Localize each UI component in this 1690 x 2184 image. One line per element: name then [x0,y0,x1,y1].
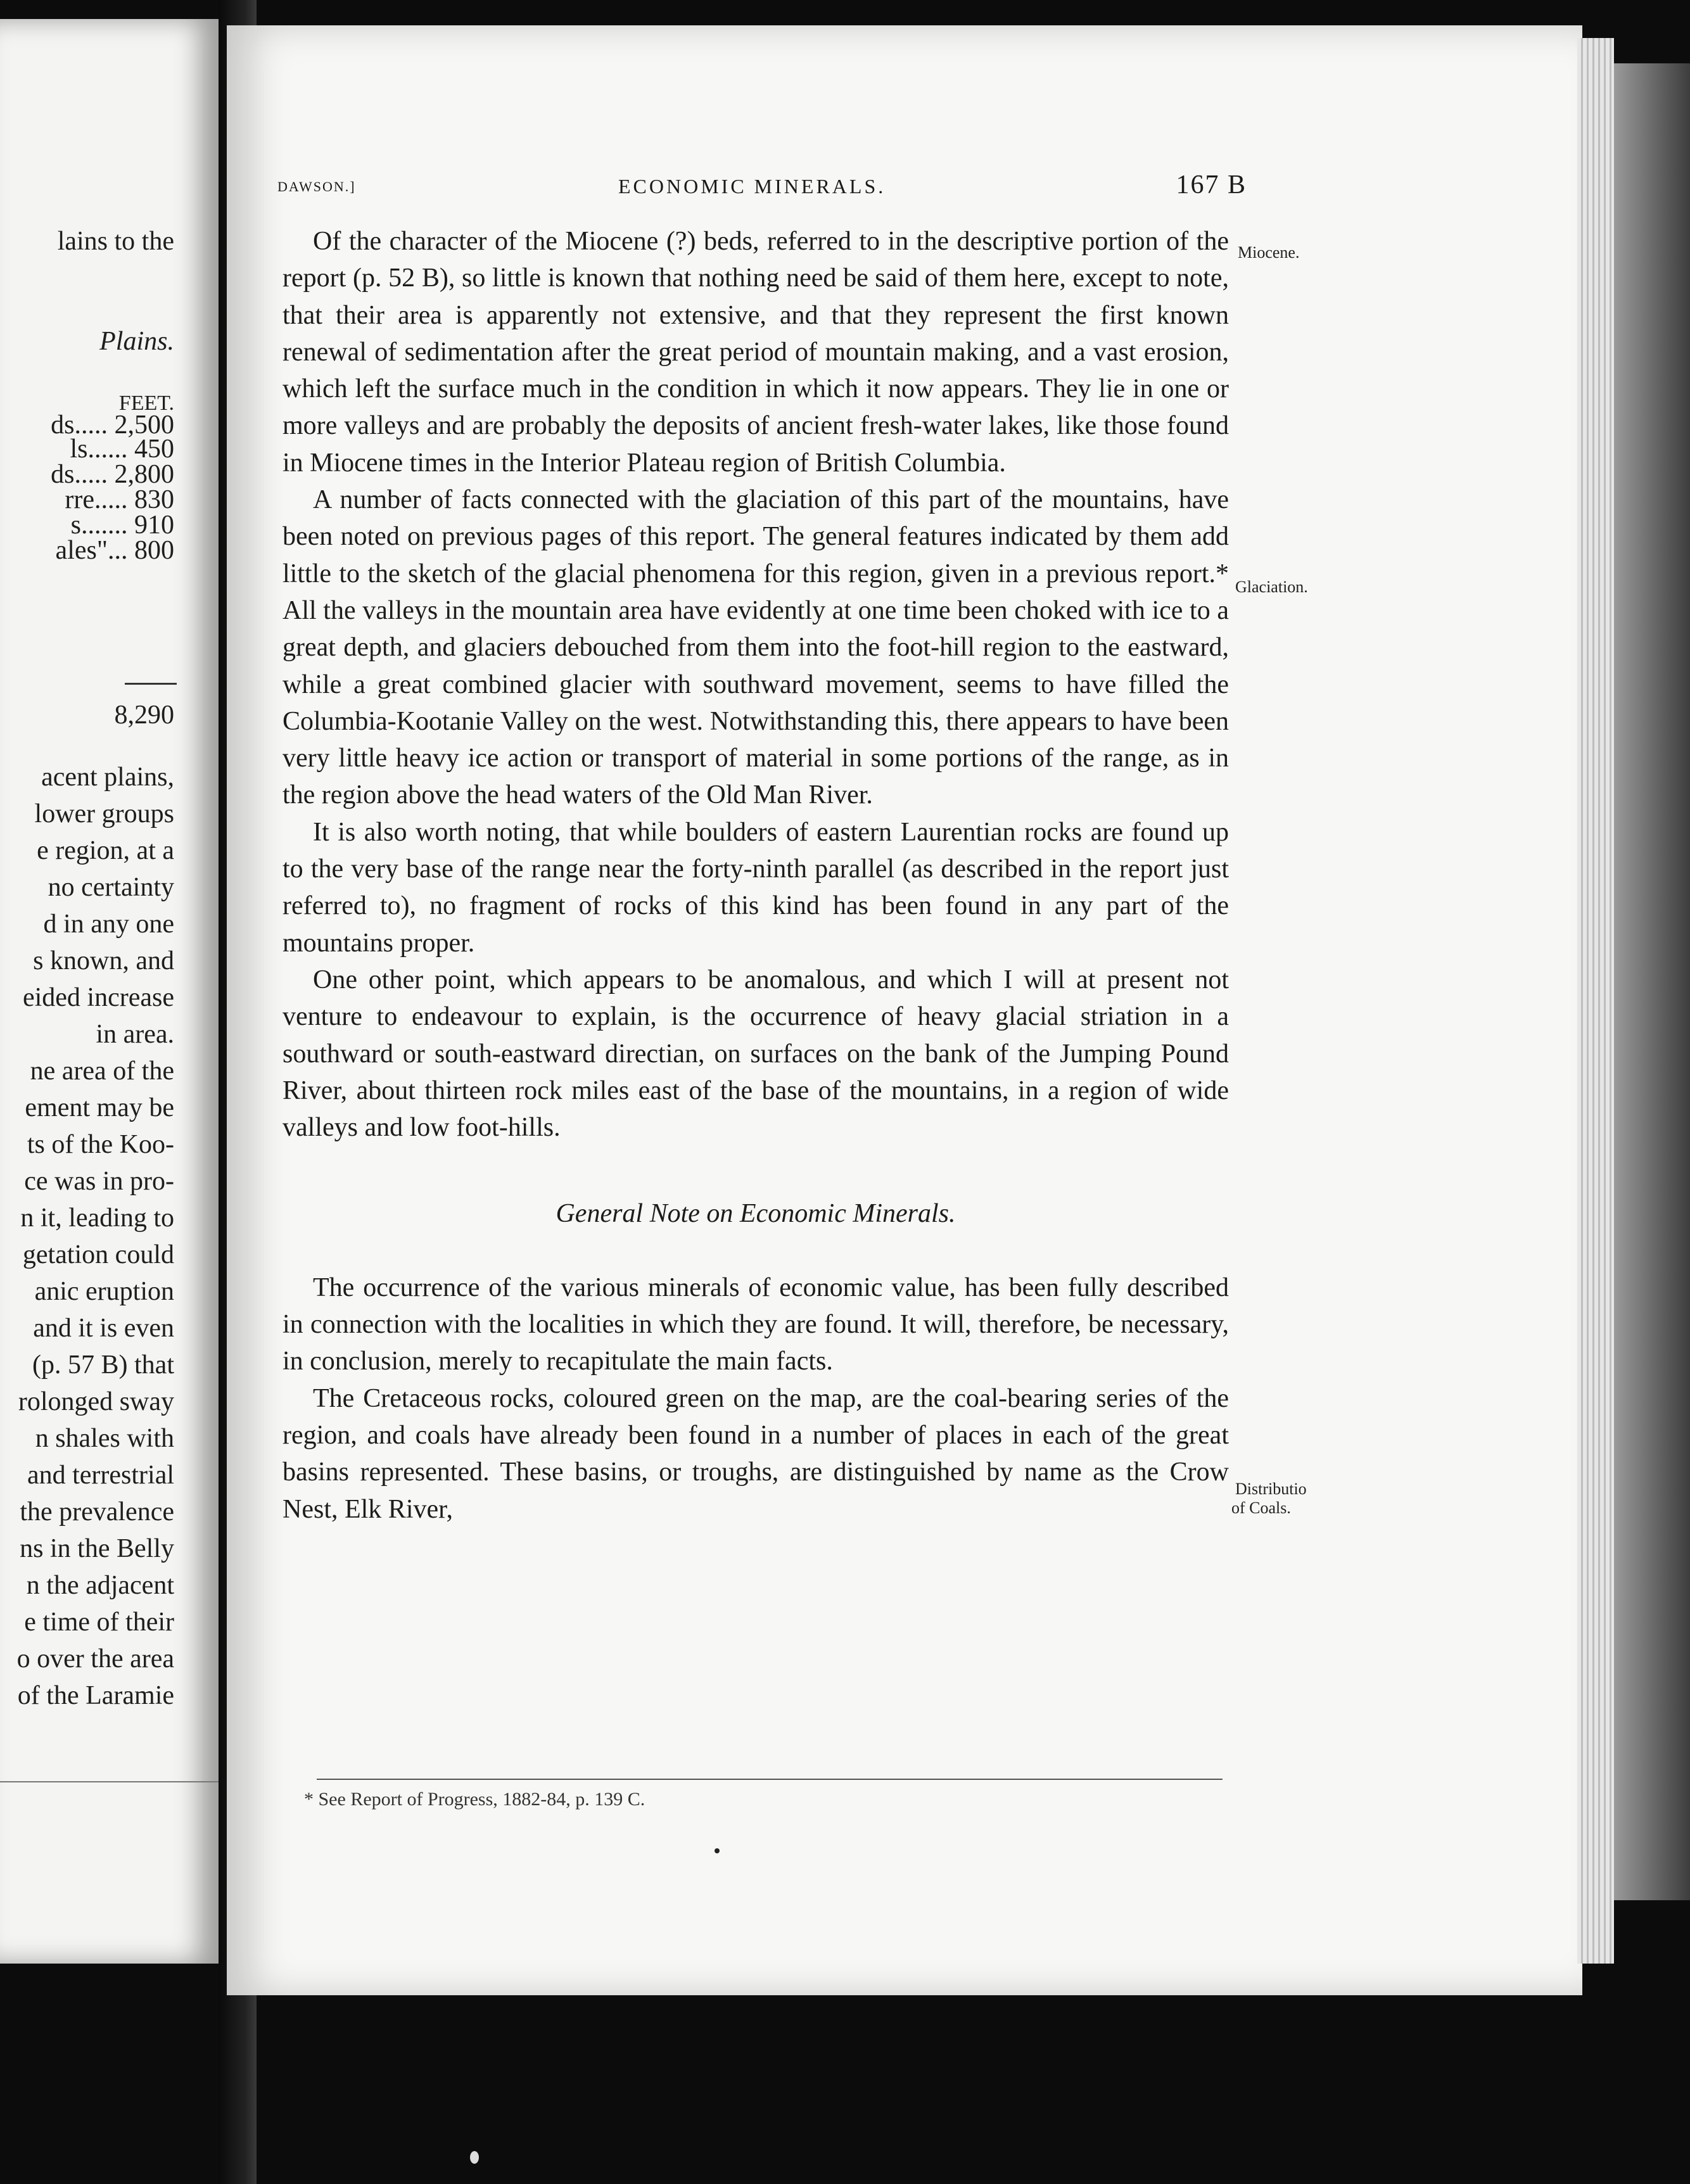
running-header [277,170,1247,205]
paragraph: It is also worth noting, that while boulders of eastern Laurentian rocks are found up to the very base of the range near the forty-ninth parallel (as described in the report just referred to), no fragment of rocks of this kind has been found in any part of the mountains proper. [283,817,1229,958]
page-number: 167 B [1176,170,1247,200]
paragraph: Of the character of the Miocene (?) beds, referred to in the descriptive portion of the report (p. 52 B), so little is known that nothing need be said of them here, except to note, that their area is apparently not extensive, and that they represent the first known renewal of sedimentation after the great period of mountain making, and a vast erosion, which left the surface much in the condition in which it now appears. They lie in one or more valleys and are probably the deposits of ancient fresh-water lakes, like those found in Miocene times in the Interior Plateau region of British Columbia. [283,227,1229,478]
left-line: ds..... 2,800 [51,460,174,489]
footnote: * See Report of Progress, 1882-84, p. 139 C. [304,1789,645,1810]
sidenote-coals: of Coals. [1231,1499,1291,1517]
sidenote-miocene: Miocene. [1238,243,1300,262]
paragraph: One other point, which appears to be anomalous, and which I will at present not venture to endeavour to explain, is the occurrence of heavy glacial striation in a southward or south-eastward directian, on surfaces on the bank of the Jumping Pound River, about thirteen rock miles east of the base of the mountains, in a region of wide valleys and low foot-hills. [283,965,1229,1143]
left-line: ement may be [25,1093,174,1122]
left-line: ce was in pro- [24,1167,174,1196]
left-line: and it is even [33,1314,174,1343]
left-line: s....... 910 [70,511,174,540]
left-line: acent plains, [41,763,174,792]
ink-speck [470,2151,479,2164]
left-line: n it, leading to [20,1203,174,1233]
left-line: 8,290 [114,701,174,730]
footnote-rule [317,1779,1223,1780]
page-edges [1577,38,1614,1964]
paragraph: The occurrence of the various minerals of economic value, has been fully described in connection with the localities in which they are found. It will, therefore, be necessary, in conclusion, merely to recapitulate the main facts. [283,1273,1229,1376]
left-line: n shales with [35,1424,174,1453]
left-line: getation could [22,1240,174,1269]
left-line: (p. 57 B) that [32,1350,174,1380]
body-text [283,223,1229,1528]
book-block-edge [1614,63,1690,1900]
header-title: ECONOMIC MINERALS. [618,175,886,198]
left-line: Plains. [99,327,174,356]
sum-rule [125,683,177,685]
left-line: o over the area [16,1644,174,1673]
left-line: lower groups [34,799,174,829]
header-author: DAWSON.] [277,179,356,194]
left-line: the prevalence [20,1497,174,1527]
left-line: of the Laramie [17,1681,174,1710]
paragraph: A number of facts connected with the glaciation of this part of the mountains, have been noted on previous pages of this report. The general features indicated by them add little to the sketch of the glacial phenomena for this region, given in a previous report.* All the valleys in the mountain area have evidently at one time been choked with ice to a great depth, and glaciers debouched from them into the foot-hill region to the eastward, while a great combined glacier with southward movement, seems to have filled the Columbia-Kootanie Valley on the west. Notwithstanding this, there appears to have been very little heavy ice action or transport of material in some portions of the range, as in the region above the head waters of the Old Man River. [283,485,1229,810]
sidenote-distribution: Distributio [1235,1480,1307,1498]
left-line: lains to the [57,227,174,256]
left-line: ts of the Koo- [27,1130,174,1159]
left-line: ales"... 800 [55,536,174,565]
left-line: in area. [96,1020,174,1049]
left-line: rolonged sway [18,1387,174,1416]
left-line: and terrestrial [27,1461,174,1490]
ink-speck [715,1848,720,1853]
left-line: anic eruption [34,1277,174,1306]
left-line: ns in the Belly [20,1534,174,1563]
left-line: eided increase [22,983,174,1012]
left-line: rre..... 830 [65,485,174,514]
left-line: s known, and [33,946,174,975]
sidenote-glaciation: Glaciation. [1235,578,1308,596]
left-line: e region, at a [37,836,174,865]
left-page [0,19,219,1964]
left-line: ne area of the [30,1057,174,1086]
left-line: d in any one [43,910,174,939]
left-page-rule [0,1781,219,1782]
section-heading: General Note on Economic Minerals. [556,1199,956,1229]
left-line: ds..... 2,500 [51,410,174,440]
left-line: n the adjacent [26,1571,174,1600]
left-line: e time of their [24,1608,174,1637]
left-line: ls...... 450 [70,435,174,464]
left-line: FEET. [118,391,174,415]
left-line: no certainty [48,873,174,902]
paragraph: The Cretaceous rocks, coloured green on the map, are the coal-bearing series of the region, and coals have already been found in a number of places in each of the great basins represented. These basins, or troughs, are distinguished by name as the Crow Nest, Elk River, [283,1383,1229,1524]
